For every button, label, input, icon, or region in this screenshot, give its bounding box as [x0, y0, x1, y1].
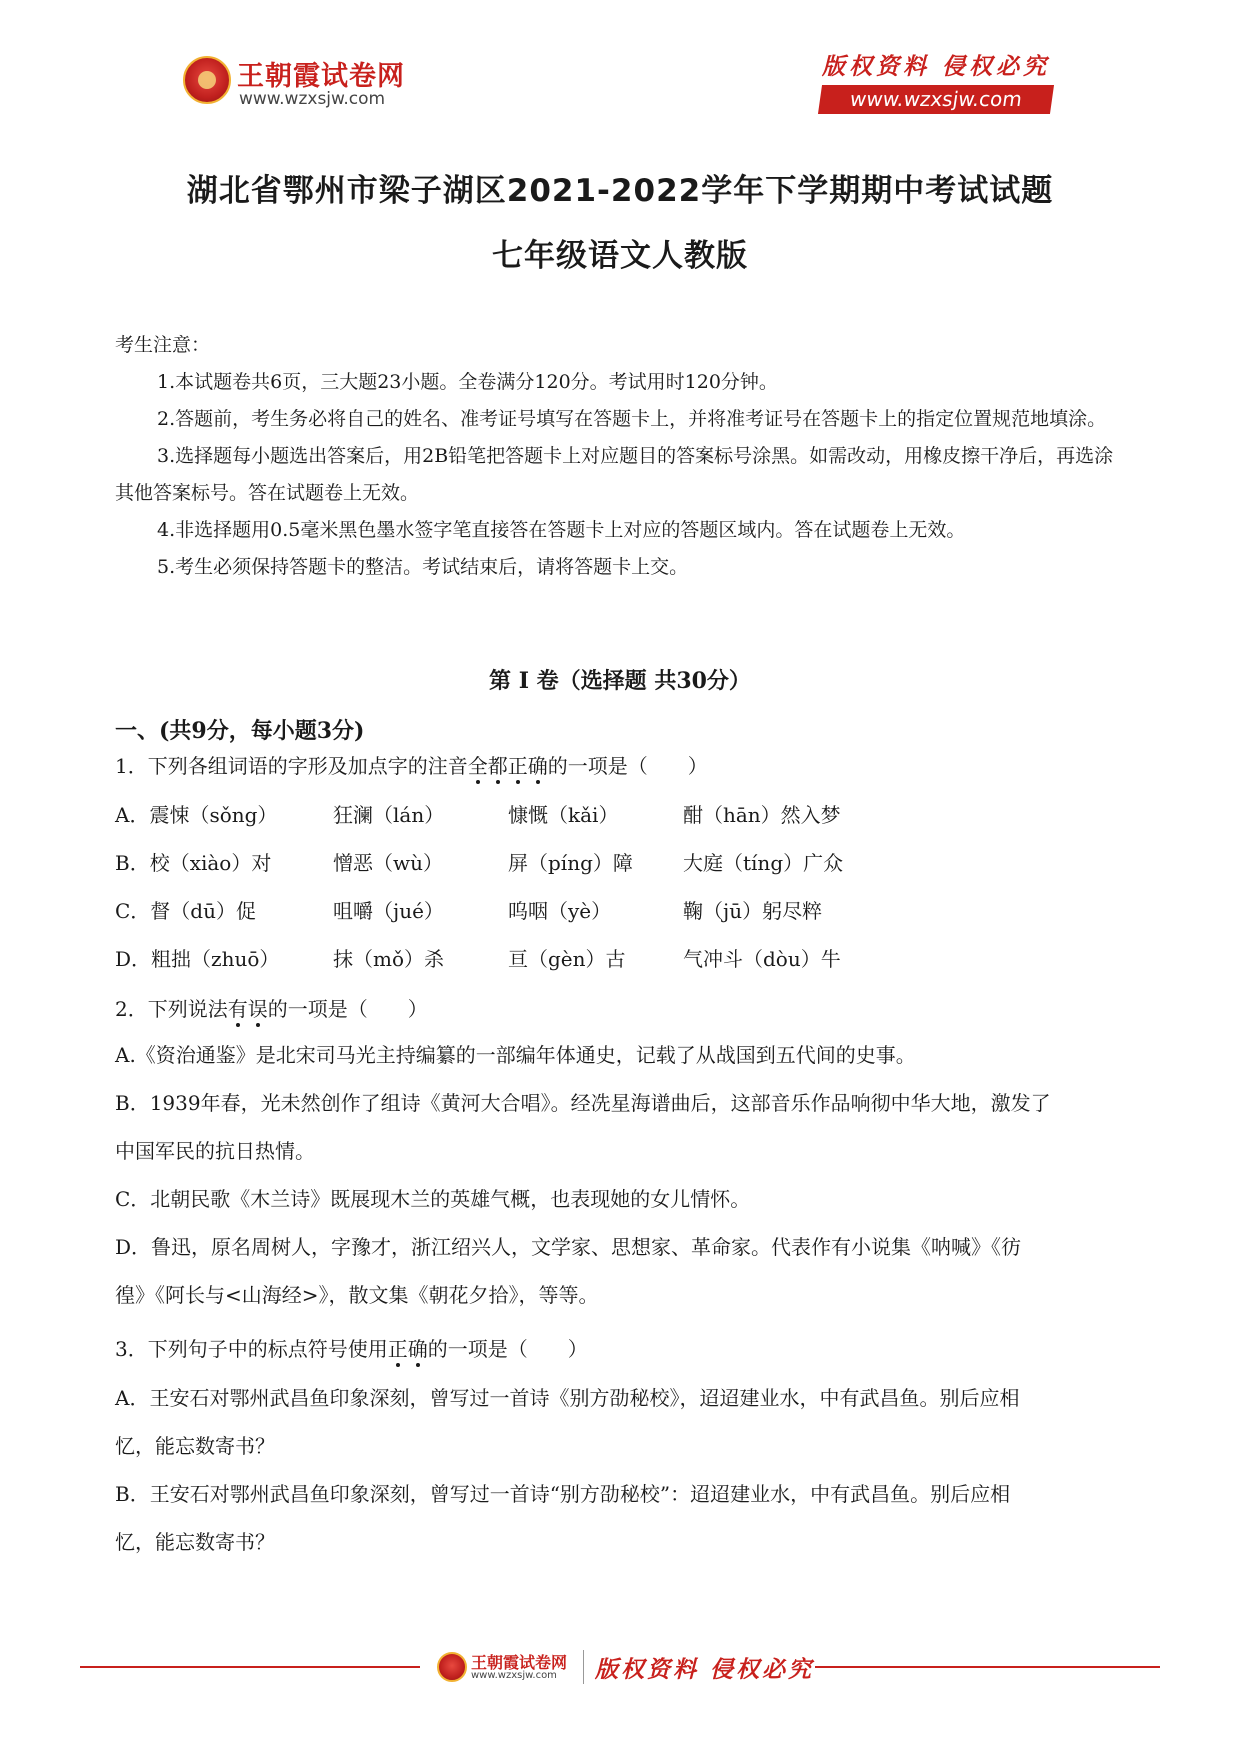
- question-text: 1．下列各组词语的字形及加点字的注音: [115, 754, 468, 778]
- seal-icon: [437, 1652, 467, 1682]
- option-cell: 屏（píng）障: [508, 851, 633, 875]
- copyright-url: www.wzxsjw.com: [818, 85, 1054, 114]
- footer-slogan: 版权资料 侵权必究: [595, 1656, 815, 1683]
- option-cell: 鞠（jū）躬尽粹: [683, 899, 823, 923]
- question-2: [115, 993, 428, 1022]
- option-cell: D．粗拙（zhuō）: [115, 947, 280, 971]
- question-2-options: [115, 1031, 1135, 1319]
- notice-item: 3.选择题每小题选出答案后，用2B铅笔把答题卡上对应题目的答案标号涂黑。如需改动，用橡皮擦干净后，再选涂其他答案标号。答在试题卷上无效。: [115, 445, 1114, 504]
- option-text: 中国军民的抗日热情。: [115, 1139, 315, 1163]
- question-3: [115, 1333, 588, 1362]
- option-cell: 憎恶（wù）: [333, 851, 443, 875]
- footer-separator: [583, 1650, 584, 1684]
- footer-divider: [815, 1666, 1160, 1668]
- option-text: D．鲁迅，原名周树人，字豫才，浙江绍兴人，文学家、思想家、革命家。代表作有小说集《呐喊》《彷: [115, 1235, 1022, 1259]
- option-text: B．王安石对鄂州武昌鱼印象深刻，曾写过一首诗“别方劭秘校”：迢迢建业水，中有武昌鱼。别后应相: [115, 1482, 1011, 1506]
- question-text: 的一项是（ ）: [427, 1337, 588, 1361]
- dotted-char: 正: [507, 754, 528, 778]
- option-cell: 气冲斗（dòu）牛: [683, 947, 841, 971]
- question-3-options: [115, 1374, 1135, 1566]
- notice-item: 1.本试题卷共6页，三大题23小题。全卷满分120分。考试用时120分钟。: [157, 371, 778, 393]
- option-cell: A．震悚（sǒng）: [115, 803, 278, 827]
- option-cell: 咀嚼（jué）: [333, 899, 444, 923]
- footer-logo-url: www.wzxsjw.com: [471, 1670, 557, 1681]
- option-cell: 狂澜（lán）: [333, 803, 445, 827]
- option-cell: C．督（dū）促: [115, 899, 256, 923]
- option-cell: 酣（hān）然入梦: [683, 803, 841, 827]
- option-text: 徨》《阿长与<山海经>》，散文集《朝花夕拾》，等等。: [115, 1283, 599, 1307]
- page-title: 湖北省鄂州市梁子湖区2021-2022学年下学期期中考试试题: [186, 173, 1054, 209]
- copyright-banner: [820, 48, 1052, 114]
- question-text: 的一项是（ ）: [547, 754, 708, 778]
- option-cell: 呜咽（yè）: [508, 899, 612, 923]
- option-cell: 大庭（tíng）广众: [683, 851, 844, 875]
- option-text: B．1939年春，光未然创作了组诗《黄河大合唱》。经冼星海谱曲后，这部音乐作品响彻中华大地，激发了: [115, 1091, 1051, 1115]
- dotted-char: 确: [527, 754, 548, 778]
- question-text: 的一项是（ ）: [267, 997, 428, 1021]
- question-text: 2．下列说法: [115, 997, 228, 1021]
- option-text: A.《资治通鉴》是北宋司马光主持编纂的一部编年体通史，记载了从战国到五代间的史事。: [115, 1043, 916, 1067]
- exam-notice: [115, 327, 1130, 586]
- dotted-char: 全: [467, 754, 488, 778]
- part-title: 一、(共9分，每小题3分): [115, 718, 365, 744]
- option-text: 忆，能忘数寄书？: [115, 1530, 275, 1554]
- section-title: 第 I 卷（选择题 共30分）: [489, 668, 751, 694]
- footer-logo: [437, 1650, 577, 1686]
- page-subtitle: 七年级语文人教版: [492, 238, 748, 274]
- notice-heading: 考生注意：: [115, 334, 211, 356]
- option-text: C．北朝民歌《木兰诗》既展现木兰的英雄气概，也表现她的女儿情怀。: [115, 1187, 751, 1211]
- option-text: A．王安石对鄂州武昌鱼印象深刻，曾写过一首诗《别方劭秘校》，迢迢建业水，中有武昌鱼。别后应相: [115, 1386, 1020, 1410]
- dotted-char: 正: [387, 1337, 408, 1361]
- option-cell: B．校（xiào）对: [115, 851, 272, 875]
- question-text: 3．下列句子中的标点符号使用: [115, 1337, 388, 1361]
- dotted-char: 确: [407, 1337, 428, 1361]
- notice-item: 2.答题前，考生务必将自己的姓名、准考证号填写在答题卡上，并将准考证号在答题卡上的指定位置规范地填涂。: [157, 408, 1107, 430]
- option-cell: 慷慨（kǎi）: [508, 803, 619, 827]
- option-cell: 亘（gèn）古: [508, 947, 626, 971]
- option-cell: 抹（mǒ）杀: [333, 947, 445, 971]
- notice-item: 4.非选择题用0.5毫米黑色墨水签字笔直接答在答题卡上对应的答题区域内。答在试题卷上无效。: [157, 519, 966, 541]
- notice-item: 5.考生必须保持答题卡的整洁。考试结束后，请将答题卡上交。: [157, 556, 689, 578]
- dotted-char: 都: [487, 754, 508, 778]
- question-1: [115, 750, 708, 779]
- copyright-slogan: 版权资料 侵权必究: [821, 53, 1050, 80]
- footer-logo-name: 王朝霞试卷网: [471, 1653, 568, 1672]
- dotted-char: 误: [247, 997, 268, 1021]
- logo-url: www.wzxsjw.com: [239, 89, 386, 109]
- site-logo: [183, 52, 413, 112]
- logo-name: 王朝霞试卷网: [237, 61, 405, 92]
- dotted-char: 有: [227, 997, 248, 1021]
- option-text: 忆，能忘数寄书？: [115, 1434, 275, 1458]
- seal-icon: [183, 56, 231, 104]
- footer-divider: [80, 1666, 420, 1668]
